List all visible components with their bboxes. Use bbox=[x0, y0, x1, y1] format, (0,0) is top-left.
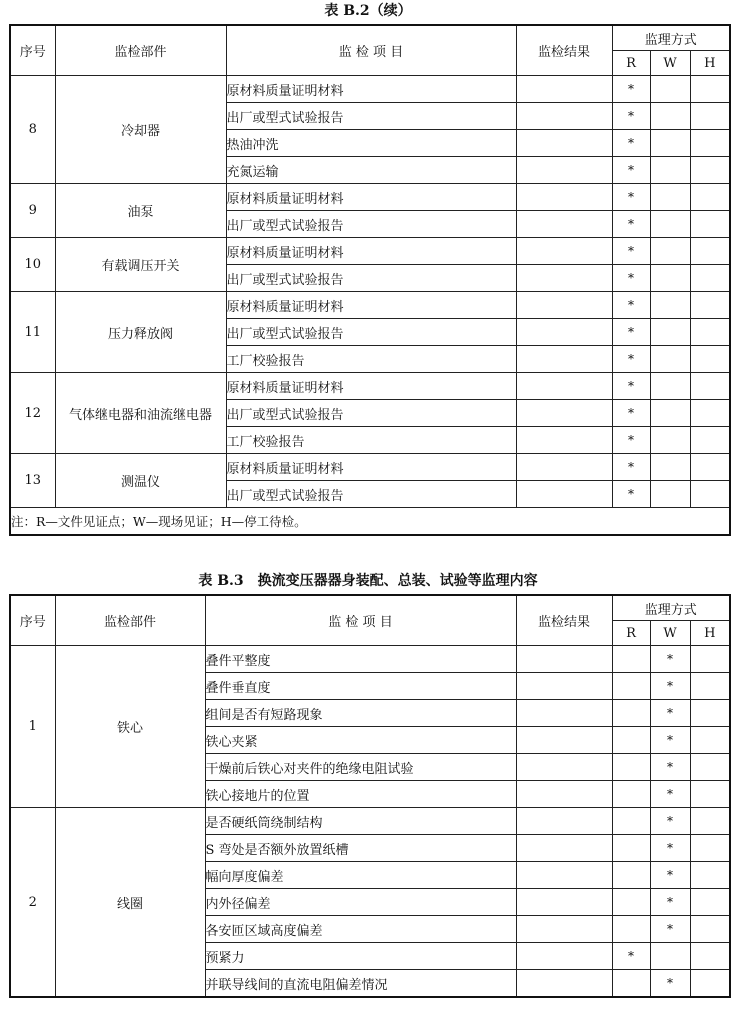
seq-cell: 13 bbox=[10, 454, 55, 508]
method-w-cell bbox=[650, 373, 690, 400]
table-row bbox=[10, 808, 730, 835]
method-r-cell bbox=[612, 970, 650, 998]
method-h-cell bbox=[690, 454, 730, 481]
result-cell bbox=[516, 103, 612, 130]
seq-cell: 8 bbox=[10, 76, 55, 184]
method-w-cell: * bbox=[650, 727, 690, 754]
method-h-cell bbox=[690, 346, 730, 373]
result-cell bbox=[516, 319, 612, 346]
method-w-cell bbox=[650, 943, 690, 970]
table-row bbox=[10, 646, 730, 673]
method-r-cell: * bbox=[612, 184, 650, 211]
result-cell bbox=[516, 130, 612, 157]
header-method: 监理方式 bbox=[612, 25, 730, 51]
item-cell: 工厂校验报告 bbox=[226, 346, 516, 373]
seq-cell: 1 bbox=[10, 646, 55, 808]
header-item: 监 检 项 目 bbox=[226, 25, 516, 76]
method-h-cell bbox=[690, 889, 730, 916]
result-cell bbox=[516, 76, 612, 103]
item-cell: 幅向厚度偏差 bbox=[205, 862, 516, 889]
header-result: 监检结果 bbox=[516, 25, 612, 76]
table-row bbox=[10, 184, 730, 211]
result-cell bbox=[516, 211, 612, 238]
method-w-cell: * bbox=[650, 646, 690, 673]
method-r-cell bbox=[612, 862, 650, 889]
result-cell bbox=[516, 889, 612, 916]
method-h-cell bbox=[690, 373, 730, 400]
result-cell bbox=[516, 400, 612, 427]
table-note: 注：R—文件见证点；W—现场见证；H—停工待检。 bbox=[10, 508, 730, 536]
method-h-cell bbox=[690, 700, 730, 727]
result-cell bbox=[516, 646, 612, 673]
part-cell: 油泵 bbox=[55, 184, 226, 238]
part-cell: 有载调压开关 bbox=[55, 238, 226, 292]
result-cell bbox=[516, 427, 612, 454]
seq-cell: 2 bbox=[10, 808, 55, 998]
result-cell bbox=[516, 754, 612, 781]
method-w-cell: * bbox=[650, 970, 690, 998]
table-row bbox=[10, 454, 730, 481]
item-cell: 工厂校验报告 bbox=[226, 427, 516, 454]
method-r-cell bbox=[612, 781, 650, 808]
method-w-cell bbox=[650, 265, 690, 292]
method-r-cell: * bbox=[612, 238, 650, 265]
method-h-cell bbox=[690, 211, 730, 238]
item-cell: 出厂或型式试验报告 bbox=[226, 265, 516, 292]
method-r-cell: * bbox=[612, 373, 650, 400]
method-r-cell bbox=[612, 727, 650, 754]
item-cell: 原材料质量证明材料 bbox=[226, 184, 516, 211]
result-cell bbox=[516, 292, 612, 319]
item-cell: 出厂或型式试验报告 bbox=[226, 319, 516, 346]
seq-cell: 9 bbox=[10, 184, 55, 238]
result-cell bbox=[516, 346, 612, 373]
method-h-cell bbox=[690, 76, 730, 103]
part-cell: 铁心 bbox=[55, 646, 205, 808]
method-r-cell bbox=[612, 916, 650, 943]
header-seq: 序号 bbox=[10, 25, 55, 76]
method-r-cell bbox=[612, 808, 650, 835]
method-w-cell bbox=[650, 238, 690, 265]
table-row bbox=[10, 292, 730, 319]
method-h-cell bbox=[690, 862, 730, 889]
item-cell: 组间是否有短路现象 bbox=[205, 700, 516, 727]
method-r-cell bbox=[612, 700, 650, 727]
item-cell: 原材料质量证明材料 bbox=[226, 373, 516, 400]
method-w-cell: * bbox=[650, 916, 690, 943]
item-cell: 各安匝区域高度偏差 bbox=[205, 916, 516, 943]
item-cell: 出厂或型式试验报告 bbox=[226, 400, 516, 427]
method-r-cell: * bbox=[612, 76, 650, 103]
method-h-cell bbox=[690, 481, 730, 508]
method-w-cell: * bbox=[650, 700, 690, 727]
header-part: 监检部件 bbox=[55, 25, 226, 76]
method-h-cell bbox=[690, 238, 730, 265]
result-cell bbox=[516, 700, 612, 727]
method-r-cell: * bbox=[612, 265, 650, 292]
result-cell bbox=[516, 727, 612, 754]
method-r-cell: * bbox=[612, 400, 650, 427]
method-w-cell bbox=[650, 211, 690, 238]
table-row bbox=[10, 76, 730, 103]
item-cell: 是否硬纸筒绕制结构 bbox=[205, 808, 516, 835]
method-w-cell: * bbox=[650, 889, 690, 916]
seq-cell: 10 bbox=[10, 238, 55, 292]
header-r: R bbox=[612, 51, 650, 76]
result-cell bbox=[516, 916, 612, 943]
method-w-cell bbox=[650, 481, 690, 508]
method-h-cell bbox=[690, 400, 730, 427]
seq-cell: 12 bbox=[10, 373, 55, 454]
method-w-cell bbox=[650, 292, 690, 319]
method-h-cell bbox=[690, 646, 730, 673]
result-cell bbox=[516, 265, 612, 292]
result-cell bbox=[516, 454, 612, 481]
header-h: H bbox=[690, 621, 730, 646]
header-row bbox=[10, 595, 730, 621]
method-r-cell: * bbox=[612, 346, 650, 373]
header-h: H bbox=[690, 51, 730, 76]
result-cell bbox=[516, 481, 612, 508]
method-w-cell bbox=[650, 130, 690, 157]
result-cell bbox=[516, 862, 612, 889]
header-result: 监检结果 bbox=[516, 595, 612, 646]
method-h-cell bbox=[690, 916, 730, 943]
result-cell bbox=[516, 238, 612, 265]
result-cell bbox=[516, 970, 612, 998]
item-cell: 预紧力 bbox=[205, 943, 516, 970]
table-b2-caption: 表 B.2（续） bbox=[324, 3, 412, 19]
method-w-cell: * bbox=[650, 673, 690, 700]
method-h-cell bbox=[690, 781, 730, 808]
method-h-cell bbox=[690, 754, 730, 781]
part-cell: 气体继电器和油流继电器 bbox=[55, 373, 226, 454]
result-cell bbox=[516, 781, 612, 808]
item-cell: 充氮运输 bbox=[226, 157, 516, 184]
method-w-cell bbox=[650, 319, 690, 346]
method-w-cell: * bbox=[650, 781, 690, 808]
header-row bbox=[10, 25, 730, 51]
header-w: W bbox=[650, 51, 690, 76]
method-h-cell bbox=[690, 157, 730, 184]
result-cell bbox=[516, 673, 612, 700]
method-h-cell bbox=[690, 835, 730, 862]
table-row bbox=[10, 238, 730, 265]
table-b2 bbox=[9, 24, 731, 536]
item-cell: 铁心接地片的位置 bbox=[205, 781, 516, 808]
method-w-cell: * bbox=[650, 862, 690, 889]
method-r-cell: * bbox=[612, 454, 650, 481]
item-cell: 内外径偏差 bbox=[205, 889, 516, 916]
item-cell: 铁心夹紧 bbox=[205, 727, 516, 754]
method-h-cell bbox=[690, 727, 730, 754]
method-r-cell bbox=[612, 673, 650, 700]
item-cell: 出厂或型式试验报告 bbox=[226, 211, 516, 238]
header-item: 监 检 项 目 bbox=[205, 595, 516, 646]
method-r-cell: * bbox=[612, 319, 650, 346]
method-h-cell bbox=[690, 970, 730, 998]
table-row bbox=[10, 373, 730, 400]
method-r-cell: * bbox=[612, 211, 650, 238]
result-cell bbox=[516, 835, 612, 862]
item-cell: 出厂或型式试验报告 bbox=[226, 103, 516, 130]
item-cell: 原材料质量证明材料 bbox=[226, 76, 516, 103]
method-h-cell bbox=[690, 103, 730, 130]
method-w-cell bbox=[650, 454, 690, 481]
seq-cell: 11 bbox=[10, 292, 55, 373]
part-cell: 线圈 bbox=[55, 808, 205, 998]
result-cell bbox=[516, 184, 612, 211]
result-cell bbox=[516, 157, 612, 184]
method-r-cell: * bbox=[612, 292, 650, 319]
item-cell: 叠件垂直度 bbox=[205, 673, 516, 700]
part-cell: 测温仪 bbox=[55, 454, 226, 508]
method-r-cell: * bbox=[612, 427, 650, 454]
method-h-cell bbox=[690, 943, 730, 970]
item-cell: 原材料质量证明材料 bbox=[226, 454, 516, 481]
item-cell: 并联导线间的直流电阻偏差情况 bbox=[205, 970, 516, 998]
method-h-cell bbox=[690, 427, 730, 454]
header-method: 监理方式 bbox=[612, 595, 730, 621]
method-w-cell bbox=[650, 346, 690, 373]
method-w-cell bbox=[650, 184, 690, 211]
method-r-cell: * bbox=[612, 103, 650, 130]
method-r-cell bbox=[612, 646, 650, 673]
method-h-cell bbox=[690, 130, 730, 157]
method-h-cell bbox=[690, 184, 730, 211]
part-cell: 冷却器 bbox=[55, 76, 226, 184]
method-w-cell bbox=[650, 103, 690, 130]
table-b3 bbox=[9, 594, 731, 998]
method-r-cell bbox=[612, 889, 650, 916]
item-cell: 出厂或型式试验报告 bbox=[226, 481, 516, 508]
method-h-cell bbox=[690, 292, 730, 319]
method-r-cell bbox=[612, 835, 650, 862]
method-h-cell bbox=[690, 319, 730, 346]
table-b3-caption: 表 B.3 换流变压器器身装配、总装、试验等监理内容 bbox=[198, 573, 538, 589]
method-h-cell bbox=[690, 673, 730, 700]
method-h-cell bbox=[690, 265, 730, 292]
item-cell: 叠件平整度 bbox=[205, 646, 516, 673]
method-r-cell: * bbox=[612, 481, 650, 508]
method-w-cell bbox=[650, 157, 690, 184]
result-cell bbox=[516, 943, 612, 970]
header-seq: 序号 bbox=[10, 595, 55, 646]
part-cell: 压力释放阀 bbox=[55, 292, 226, 373]
method-r-cell: * bbox=[612, 157, 650, 184]
item-cell: 原材料质量证明材料 bbox=[226, 238, 516, 265]
method-w-cell: * bbox=[650, 754, 690, 781]
header-r: R bbox=[612, 621, 650, 646]
method-w-cell: * bbox=[650, 835, 690, 862]
method-r-cell: * bbox=[612, 130, 650, 157]
item-cell: 热油冲洗 bbox=[226, 130, 516, 157]
method-w-cell bbox=[650, 427, 690, 454]
item-cell: 干燥前后铁心对夹件的绝缘电阻试验 bbox=[205, 754, 516, 781]
note-row bbox=[10, 508, 730, 536]
header-part: 监检部件 bbox=[55, 595, 205, 646]
method-w-cell bbox=[650, 400, 690, 427]
method-r-cell bbox=[612, 754, 650, 781]
item-cell: 原材料质量证明材料 bbox=[226, 292, 516, 319]
result-cell bbox=[516, 808, 612, 835]
method-h-cell bbox=[690, 808, 730, 835]
header-w: W bbox=[650, 621, 690, 646]
item-cell: S 弯处是否额外放置纸槽 bbox=[205, 835, 516, 862]
method-r-cell: * bbox=[612, 943, 650, 970]
result-cell bbox=[516, 373, 612, 400]
method-w-cell: * bbox=[650, 808, 690, 835]
method-w-cell bbox=[650, 76, 690, 103]
